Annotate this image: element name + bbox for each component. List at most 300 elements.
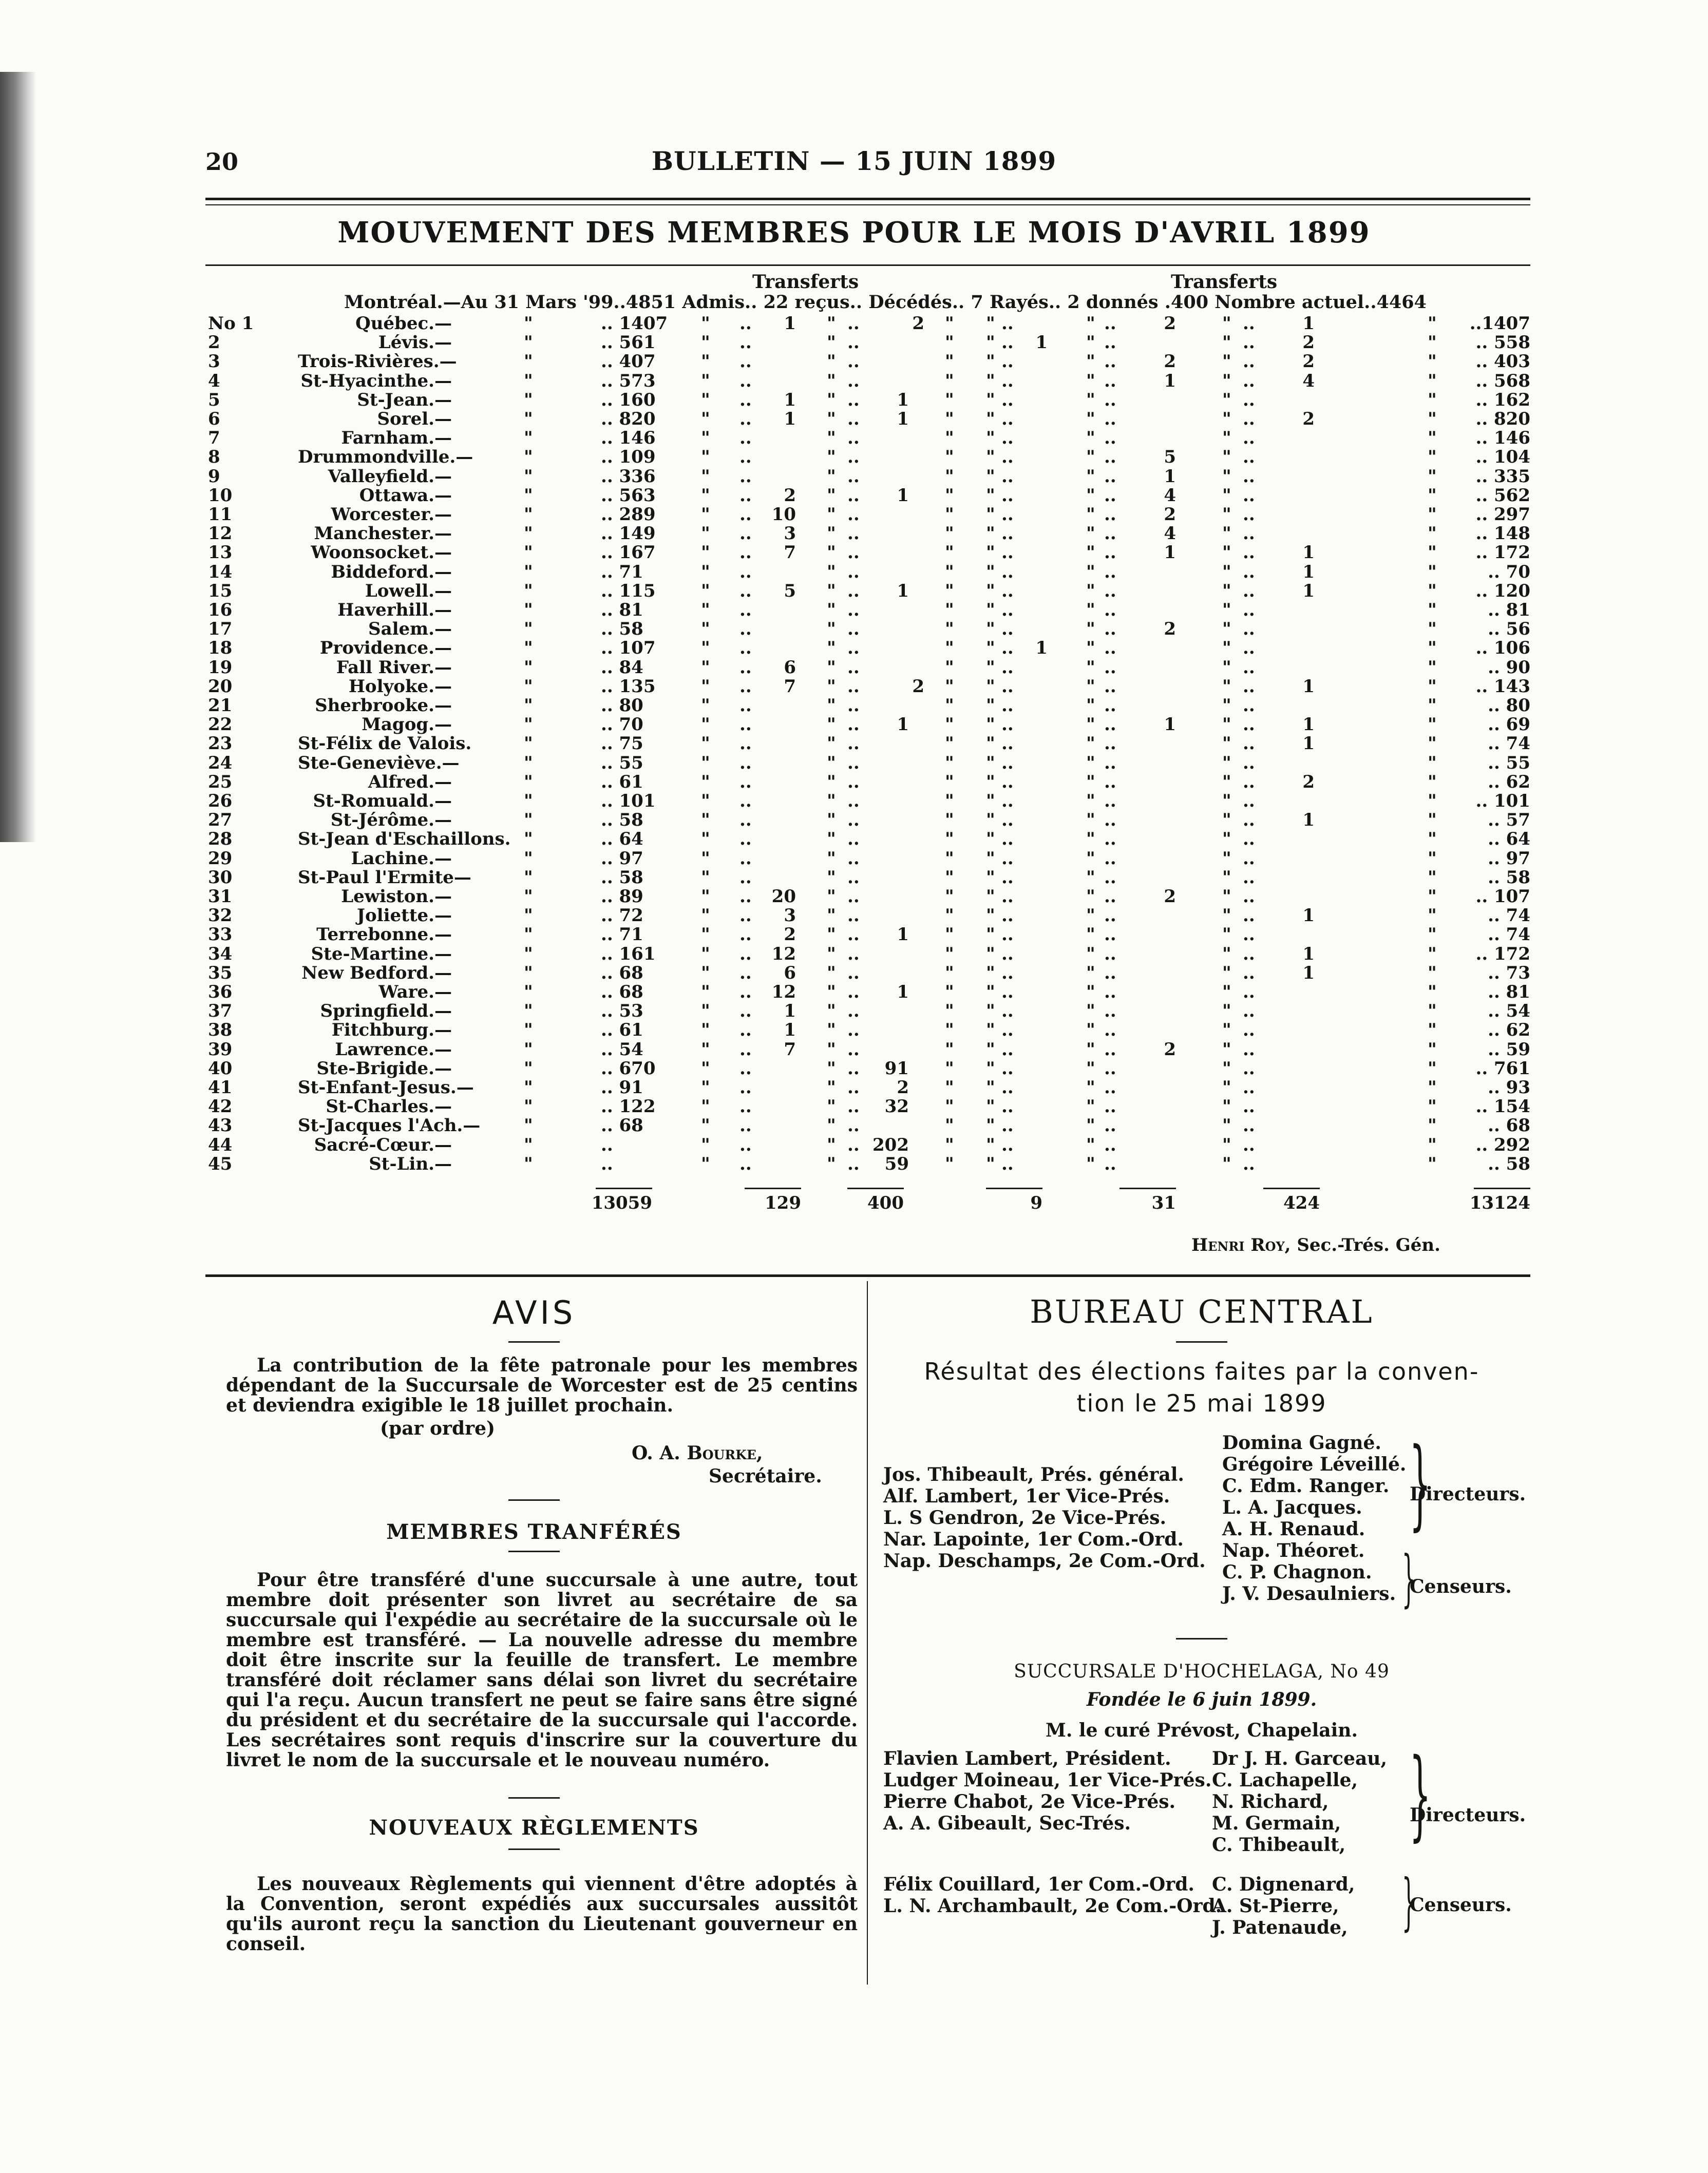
hochelaga-directeurs-brace: } bbox=[1409, 1738, 1431, 1851]
dots: .. bbox=[739, 924, 752, 945]
dots: .. bbox=[1104, 600, 1116, 620]
hochelaga-founded: Fondée le 6 juin 1899. bbox=[1086, 1689, 1317, 1710]
ditto-mark: " bbox=[827, 733, 836, 754]
dots: .. bbox=[847, 791, 860, 811]
ditto-mark: " bbox=[827, 791, 836, 811]
row-number: 3 bbox=[208, 351, 220, 372]
actuel-value: .. 107 bbox=[1475, 886, 1530, 907]
bureau-underline bbox=[1176, 1341, 1227, 1343]
ditto-mark: " bbox=[1222, 771, 1231, 792]
dots: .. bbox=[739, 771, 752, 792]
dots: .. bbox=[847, 1153, 860, 1174]
ditto-mark: " bbox=[1222, 1077, 1231, 1098]
ditto-mark: " bbox=[827, 657, 836, 678]
dots: .. bbox=[1001, 657, 1014, 678]
ditto-mark: " bbox=[1222, 905, 1231, 926]
ditto-mark: " bbox=[1086, 313, 1095, 334]
recus-value: 1 bbox=[897, 580, 909, 601]
row-number: 20 bbox=[208, 676, 233, 697]
dots: .. bbox=[1001, 924, 1014, 945]
hochelaga-rule bbox=[1176, 1638, 1227, 1640]
actuel-value: .. 154 bbox=[1475, 1096, 1530, 1117]
dots: .. bbox=[1243, 428, 1255, 449]
actuel-value: .. 403 bbox=[1475, 351, 1530, 372]
ditto-mark: " bbox=[1086, 409, 1095, 429]
recus-value: 2 bbox=[897, 1077, 909, 1098]
transferes-title: MEMBRES TRANFÉRÉS bbox=[386, 1520, 682, 1544]
dots: .. bbox=[847, 1115, 860, 1136]
admis-value: 1 bbox=[784, 1001, 796, 1022]
dots: .. bbox=[847, 695, 860, 716]
actuel-value: .. 70 bbox=[1488, 561, 1530, 582]
hochelaga-directeur-name: Dr J. H. Garceau, bbox=[1212, 1748, 1387, 1769]
base-count: .. 573 bbox=[601, 370, 656, 391]
branch-name: Joliette.— bbox=[356, 905, 452, 926]
ditto-mark: " bbox=[1222, 523, 1231, 544]
ditto-mark: " bbox=[1222, 485, 1231, 506]
actuel-value: .. 143 bbox=[1475, 676, 1530, 697]
row-number: 2 bbox=[208, 332, 220, 353]
actuel-value: .. 172 bbox=[1475, 943, 1530, 964]
ditto-mark: " bbox=[1086, 962, 1095, 983]
dots: .. bbox=[1001, 886, 1014, 907]
donnes-value: 1 bbox=[1302, 714, 1315, 735]
ditto-mark: " bbox=[1222, 791, 1231, 811]
ditto-mark: " bbox=[945, 848, 954, 869]
base-count: .. 115 bbox=[601, 580, 656, 601]
total-rule bbox=[745, 1188, 801, 1189]
row-number: 17 bbox=[208, 619, 233, 640]
reglements-text: Les nouveaux Règlements qui viennent d'être adoptés à la Convention, seront expédiés aux succursales aussitôt qu'ils auront reçu la sanction du Lieutenant gouverneur en conseil. bbox=[226, 1873, 858, 1955]
actuel-value: .. 59 bbox=[1488, 1039, 1530, 1060]
dots: .. bbox=[739, 580, 752, 601]
ditto-mark: " bbox=[827, 351, 836, 372]
dots: .. bbox=[739, 657, 752, 678]
actuel-value: .. 74 bbox=[1488, 733, 1530, 754]
ditto-mark: " bbox=[986, 428, 995, 449]
total-base: 13059 bbox=[591, 1193, 652, 1213]
transferes-text: Pour être transféré d'une succursale à une autre, tout membre doit présenter son livret au secrétaire de sa succursale qui l'expédie au secrétaire de la succursale où le membre est transféré. — La nouvelle adresse du membre doit être inscrite sur la feuille de transfert. Le membre transféré doit réclamer sans délai son livret du secrétaire qui l'a reçu. Aucun transfert ne peut se faire sans être signé du président et du secrétaire de la succursale qui l'accorde. Les secrétaires sont requis d'inscrire sur la couverture du livret le nom de la succursale et le nouveau numéro. bbox=[226, 1569, 858, 1771]
actuel-value: .. 54 bbox=[1488, 1001, 1530, 1022]
ditto-mark: " bbox=[1222, 962, 1231, 983]
hochelaga-censeurs-brace: } bbox=[1401, 1866, 1416, 1938]
ditto-mark: " bbox=[701, 1039, 710, 1060]
dots: .. bbox=[1243, 1058, 1255, 1079]
ditto-mark: " bbox=[827, 542, 836, 563]
ditto-mark: " bbox=[986, 886, 995, 907]
recus-value: 1 bbox=[897, 714, 909, 735]
dots: .. bbox=[1243, 580, 1255, 601]
ditto-mark: " bbox=[701, 580, 710, 601]
bureau-officer-line: Nar. Lapointe, 1er Com.-Ord. bbox=[883, 1529, 1184, 1550]
dots: .. bbox=[739, 351, 752, 372]
actuel-value: .. 146 bbox=[1475, 428, 1530, 449]
dots: .. bbox=[1001, 351, 1014, 372]
row-number: 18 bbox=[208, 638, 233, 659]
ditto-mark: " bbox=[1428, 428, 1437, 449]
actuel-value: .. 56 bbox=[1488, 619, 1530, 640]
ditto-mark: " bbox=[1222, 1153, 1231, 1174]
dots: .. bbox=[1243, 523, 1255, 544]
hochelaga-censeur-name: J. Patenaude, bbox=[1212, 1917, 1348, 1938]
dots: .. bbox=[1104, 332, 1116, 353]
actuel-value: .. 558 bbox=[1475, 332, 1530, 353]
hochelaga-officer-line: Flavien Lambert, Président. bbox=[883, 1748, 1171, 1769]
ditto-mark: " bbox=[1222, 943, 1231, 964]
ditto-mark: " bbox=[945, 905, 954, 926]
branch-name: Fall River.— bbox=[336, 657, 452, 678]
dots: .. bbox=[1104, 1020, 1116, 1041]
ditto-mark: " bbox=[827, 714, 836, 735]
dots: .. bbox=[739, 332, 752, 353]
row-number: 35 bbox=[208, 962, 233, 983]
actuel-value: .. 68 bbox=[1488, 1115, 1530, 1136]
ditto-mark: " bbox=[827, 982, 836, 1002]
ditto-mark: " bbox=[1428, 752, 1437, 773]
ditto-mark: " bbox=[1222, 924, 1231, 945]
ditto-mark: " bbox=[1428, 466, 1437, 487]
bureau-officer-line: Nap. Deschamps, 2e Com.-Ord. bbox=[883, 1550, 1206, 1572]
branch-name: St-Enfant-Jesus.— bbox=[298, 1077, 474, 1098]
dots: .. bbox=[1001, 638, 1014, 659]
ditto-mark: " bbox=[986, 447, 995, 468]
ditto-mark: " bbox=[1428, 1096, 1437, 1117]
ditto-mark: " bbox=[945, 409, 954, 429]
dots: .. bbox=[1001, 428, 1014, 449]
dots: .. bbox=[739, 504, 752, 525]
ditto-mark: " bbox=[524, 389, 533, 410]
base-count: .. 80 bbox=[601, 695, 643, 716]
table-title: MOUVEMENT DES MEMBRES POUR LE MOIS D'AVRIL 1899 bbox=[337, 216, 1371, 250]
ditto-mark: " bbox=[1428, 389, 1437, 410]
ditto-mark: " bbox=[827, 389, 836, 410]
base-count: .. 109 bbox=[601, 447, 656, 468]
branch-name: Ottawa.— bbox=[359, 485, 452, 506]
donnes-value: 2 bbox=[1164, 1039, 1176, 1060]
row-number: 31 bbox=[208, 886, 233, 907]
dots: .. bbox=[847, 829, 860, 850]
ditto-mark: " bbox=[986, 370, 995, 391]
ditto-mark: " bbox=[524, 791, 533, 811]
transferts-recus-label: Transferts bbox=[752, 271, 859, 293]
ditto-mark: " bbox=[945, 791, 954, 811]
table-header-line: Montréal.—Au 31 Mars '99..4851 Admis.. 22 reçus.. Décédés.. 7 Rayés.. 2 donnés .400 Nombre actuel..4464 bbox=[344, 292, 1427, 313]
decedes-value: 2 bbox=[912, 676, 924, 697]
row-number: 26 bbox=[208, 791, 233, 811]
branch-name: Québec.— bbox=[355, 313, 452, 334]
ditto-mark: " bbox=[1086, 752, 1095, 773]
ditto-mark: " bbox=[827, 638, 836, 659]
ditto-mark: " bbox=[524, 1115, 533, 1136]
dots: .. bbox=[847, 332, 860, 353]
ditto-mark: " bbox=[1086, 542, 1095, 563]
base-count: .. 161 bbox=[601, 943, 656, 964]
bureau-censeur-name: Nap. Théoret. bbox=[1222, 1540, 1365, 1561]
ditto-mark: " bbox=[524, 867, 533, 888]
ditto-mark: " bbox=[827, 1058, 836, 1079]
base-count: .. 54 bbox=[601, 1039, 643, 1060]
base-count: .. 68 bbox=[601, 962, 643, 983]
donnes-value: 2 bbox=[1302, 332, 1315, 353]
dots: .. bbox=[1104, 1039, 1116, 1060]
hochelaga-officer-line: L. N. Archambault, 2e Com.-Ord. bbox=[883, 1895, 1222, 1917]
admis-value: 1 bbox=[784, 313, 796, 334]
dots: .. bbox=[1001, 962, 1014, 983]
ditto-mark: " bbox=[986, 409, 995, 429]
ditto-mark: " bbox=[945, 1115, 954, 1136]
admis-value: 12 bbox=[771, 943, 796, 964]
dots: .. bbox=[739, 485, 752, 506]
bureau-censeur-name: J. V. Desaulniers. bbox=[1222, 1583, 1396, 1605]
row-number: 25 bbox=[208, 771, 233, 792]
dots: .. bbox=[739, 943, 752, 964]
dots: .. bbox=[739, 714, 752, 735]
base-count: .. 97 bbox=[601, 848, 643, 869]
dots: .. bbox=[847, 886, 860, 907]
dots: .. bbox=[847, 924, 860, 945]
ditto-mark: " bbox=[1428, 409, 1437, 429]
ditto-mark: " bbox=[945, 523, 954, 544]
total-rule bbox=[1263, 1188, 1320, 1189]
ditto-mark: " bbox=[1086, 733, 1095, 754]
ditto-mark: " bbox=[1222, 389, 1231, 410]
recus-value: 1 bbox=[897, 924, 909, 945]
actuel-value: .. 62 bbox=[1488, 1020, 1530, 1041]
actuel-value: .. 101 bbox=[1475, 791, 1530, 811]
ditto-mark: " bbox=[1428, 447, 1437, 468]
donnes-value: 1 bbox=[1302, 542, 1315, 563]
ditto-mark: " bbox=[1222, 447, 1231, 468]
ditto-mark: " bbox=[1222, 1058, 1231, 1079]
bureau-directeur-name: A. H. Renaud. bbox=[1222, 1518, 1365, 1540]
dots: .. bbox=[739, 1020, 752, 1041]
dots: .. bbox=[847, 714, 860, 735]
recus-value: 32 bbox=[884, 1096, 909, 1117]
ditto-mark: " bbox=[1222, 886, 1231, 907]
page-number: 20 bbox=[205, 148, 239, 176]
ditto-mark: " bbox=[986, 1001, 995, 1022]
ditto-mark: " bbox=[1222, 370, 1231, 391]
ditto-mark: " bbox=[945, 676, 954, 697]
donnes-value: 2 bbox=[1164, 619, 1176, 640]
dots: .. bbox=[1243, 962, 1255, 983]
ditto-mark: " bbox=[827, 848, 836, 869]
ditto-mark: " bbox=[524, 485, 533, 506]
dots: .. bbox=[1001, 542, 1014, 563]
ditto-mark: " bbox=[986, 1077, 995, 1098]
row-number: 33 bbox=[208, 924, 233, 945]
ditto-mark: " bbox=[524, 542, 533, 563]
dots: .. bbox=[739, 370, 752, 391]
ditto-mark: " bbox=[524, 466, 533, 487]
ditto-mark: " bbox=[524, 1020, 533, 1041]
row-number: 24 bbox=[208, 752, 233, 773]
ditto-mark: " bbox=[524, 714, 533, 735]
dots: .. bbox=[1104, 504, 1116, 525]
dots: .. bbox=[739, 676, 752, 697]
ditto-mark: " bbox=[701, 638, 710, 659]
row-number: 8 bbox=[208, 447, 220, 468]
ditto-mark: " bbox=[827, 1039, 836, 1060]
decedes-value: 2 bbox=[912, 313, 924, 334]
branch-name: Worcester.— bbox=[331, 504, 452, 525]
branch-name: Lowell.— bbox=[365, 580, 452, 601]
ditto-mark: " bbox=[1086, 561, 1095, 582]
branch-name: Sorel.— bbox=[377, 409, 452, 429]
dots: .. bbox=[739, 791, 752, 811]
ditto-mark: " bbox=[1086, 466, 1095, 487]
ditto-mark: " bbox=[1428, 810, 1437, 831]
ditto-mark: " bbox=[827, 447, 836, 468]
ditto-mark: " bbox=[1428, 943, 1437, 964]
dots: .. bbox=[1104, 829, 1116, 850]
ditto-mark: " bbox=[945, 1134, 954, 1155]
branch-name: Farnham.— bbox=[341, 428, 452, 449]
ditto-mark: " bbox=[701, 752, 710, 773]
dots: .. bbox=[739, 561, 752, 582]
dots: .. bbox=[847, 466, 860, 487]
dots: .. bbox=[1001, 1020, 1014, 1041]
dots: .. bbox=[1243, 867, 1255, 888]
hochelaga-officer-line: Félix Couillard, 1er Com.-Ord. bbox=[883, 1874, 1194, 1895]
ditto-mark: " bbox=[524, 771, 533, 792]
ditto-mark: " bbox=[524, 351, 533, 372]
ditto-mark: " bbox=[986, 676, 995, 697]
ditto-mark: " bbox=[524, 580, 533, 601]
dots: .. bbox=[1243, 1134, 1255, 1155]
ditto-mark: " bbox=[701, 982, 710, 1002]
row-number: 34 bbox=[208, 943, 233, 964]
ditto-mark: " bbox=[827, 924, 836, 945]
row-number: 29 bbox=[208, 848, 233, 869]
scan-edge-shadow bbox=[0, 72, 36, 842]
ditto-mark: " bbox=[524, 848, 533, 869]
ditto-mark: " bbox=[1428, 1153, 1437, 1174]
dots: .. bbox=[847, 561, 860, 582]
ditto-mark: " bbox=[827, 1077, 836, 1098]
ditto-mark: " bbox=[524, 1134, 533, 1155]
row-number: 38 bbox=[208, 1020, 233, 1041]
dots: .. bbox=[739, 466, 752, 487]
avis-underline bbox=[508, 1341, 560, 1343]
branch-name: Ware.— bbox=[378, 982, 452, 1002]
avis-signer-title: Secrétaire. bbox=[709, 1465, 822, 1487]
ditto-mark: " bbox=[1086, 389, 1095, 410]
avis-text: La contribution de la fête patronale pour les membres dépendant de la Succursale de Worcester est de 25 centins et deviendra exigible le 18 juillet prochain. bbox=[226, 1355, 858, 1416]
actuel-value: .. 761 bbox=[1475, 1058, 1530, 1079]
dots: .. bbox=[1104, 810, 1116, 831]
ditto-mark: " bbox=[827, 867, 836, 888]
ditto-mark: " bbox=[1086, 848, 1095, 869]
dots: .. bbox=[847, 542, 860, 563]
transferts-donnes-label: Transferts bbox=[1171, 271, 1278, 293]
ditto-mark: " bbox=[945, 1001, 954, 1022]
base-count: .. 81 bbox=[601, 600, 643, 620]
ditto-mark: " bbox=[986, 867, 995, 888]
ditto-mark: " bbox=[827, 1134, 836, 1155]
base-count: .. 58 bbox=[601, 810, 643, 831]
base-count: .. 72 bbox=[601, 905, 643, 926]
dots: .. bbox=[1001, 447, 1014, 468]
ditto-mark: " bbox=[827, 962, 836, 983]
ditto-mark: " bbox=[701, 1153, 710, 1174]
dots: .. bbox=[1243, 409, 1255, 429]
ditto-mark: " bbox=[1086, 714, 1095, 735]
dots: .. bbox=[739, 867, 752, 888]
ditto-mark: " bbox=[1428, 638, 1437, 659]
ditto-mark: " bbox=[1222, 810, 1231, 831]
dots: .. bbox=[1001, 619, 1014, 640]
rayes-value: 1 bbox=[1035, 332, 1048, 353]
total-rule bbox=[1119, 1188, 1176, 1189]
dots: .. bbox=[739, 638, 752, 659]
dots: .. bbox=[1104, 905, 1116, 926]
row-number: 23 bbox=[208, 733, 233, 754]
ditto-mark: " bbox=[827, 619, 836, 640]
ditto-mark: " bbox=[945, 313, 954, 334]
ditto-mark: " bbox=[986, 829, 995, 850]
total-rule bbox=[847, 1188, 904, 1189]
branch-name: St-Jean d'Eschaillons. bbox=[298, 829, 511, 850]
total-rule bbox=[596, 1188, 652, 1189]
reglements-rule bbox=[508, 1797, 560, 1799]
ditto-mark: " bbox=[827, 752, 836, 773]
ditto-mark: " bbox=[1086, 332, 1095, 353]
ditto-mark: " bbox=[1428, 504, 1437, 525]
dots: .. bbox=[739, 447, 752, 468]
ditto-mark: " bbox=[1222, 982, 1231, 1002]
branch-name: New Bedford.— bbox=[301, 962, 452, 983]
ditto-mark: " bbox=[1222, 466, 1231, 487]
dots: .. bbox=[739, 733, 752, 754]
top-rule-thin bbox=[205, 204, 1530, 205]
ditto-mark: " bbox=[701, 810, 710, 831]
dots: .. bbox=[1104, 1115, 1116, 1136]
ditto-mark: " bbox=[1086, 924, 1095, 945]
bureau-officer-line: L. S Gendron, 2e Vice-Prés. bbox=[883, 1507, 1167, 1529]
actuel-value: .. 162 bbox=[1475, 389, 1530, 410]
ditto-mark: " bbox=[524, 1077, 533, 1098]
total-rule bbox=[986, 1188, 1042, 1189]
ditto-mark: " bbox=[1222, 580, 1231, 601]
ditto-mark: " bbox=[827, 1096, 836, 1117]
ditto-mark: " bbox=[524, 657, 533, 678]
ditto-mark: " bbox=[524, 428, 533, 449]
dots: .. bbox=[739, 1153, 752, 1174]
ditto-mark: " bbox=[986, 389, 995, 410]
ditto-mark: " bbox=[524, 504, 533, 525]
dots: .. bbox=[1104, 676, 1116, 697]
dots: .. bbox=[1001, 733, 1014, 754]
base-count: .. 89 bbox=[601, 886, 643, 907]
ditto-mark: " bbox=[701, 619, 710, 640]
branch-name: Ste-Brigide.— bbox=[316, 1058, 452, 1079]
actuel-value: .. 104 bbox=[1475, 447, 1530, 468]
donnes-value: 2 bbox=[1164, 886, 1176, 907]
admis-value: 1 bbox=[784, 1020, 796, 1041]
branch-name: Springfield.— bbox=[320, 1001, 452, 1022]
ditto-mark: " bbox=[701, 351, 710, 372]
row-number: 40 bbox=[208, 1058, 233, 1079]
donnes-value: 2 bbox=[1302, 351, 1315, 372]
ditto-mark: " bbox=[945, 332, 954, 353]
dots: .. bbox=[1243, 351, 1255, 372]
donnes-value: 1 bbox=[1302, 580, 1315, 601]
dots: .. bbox=[1104, 370, 1116, 391]
ditto-mark: " bbox=[1222, 638, 1231, 659]
base-count: .. bbox=[601, 1134, 613, 1155]
base-count: .. 336 bbox=[601, 466, 656, 487]
